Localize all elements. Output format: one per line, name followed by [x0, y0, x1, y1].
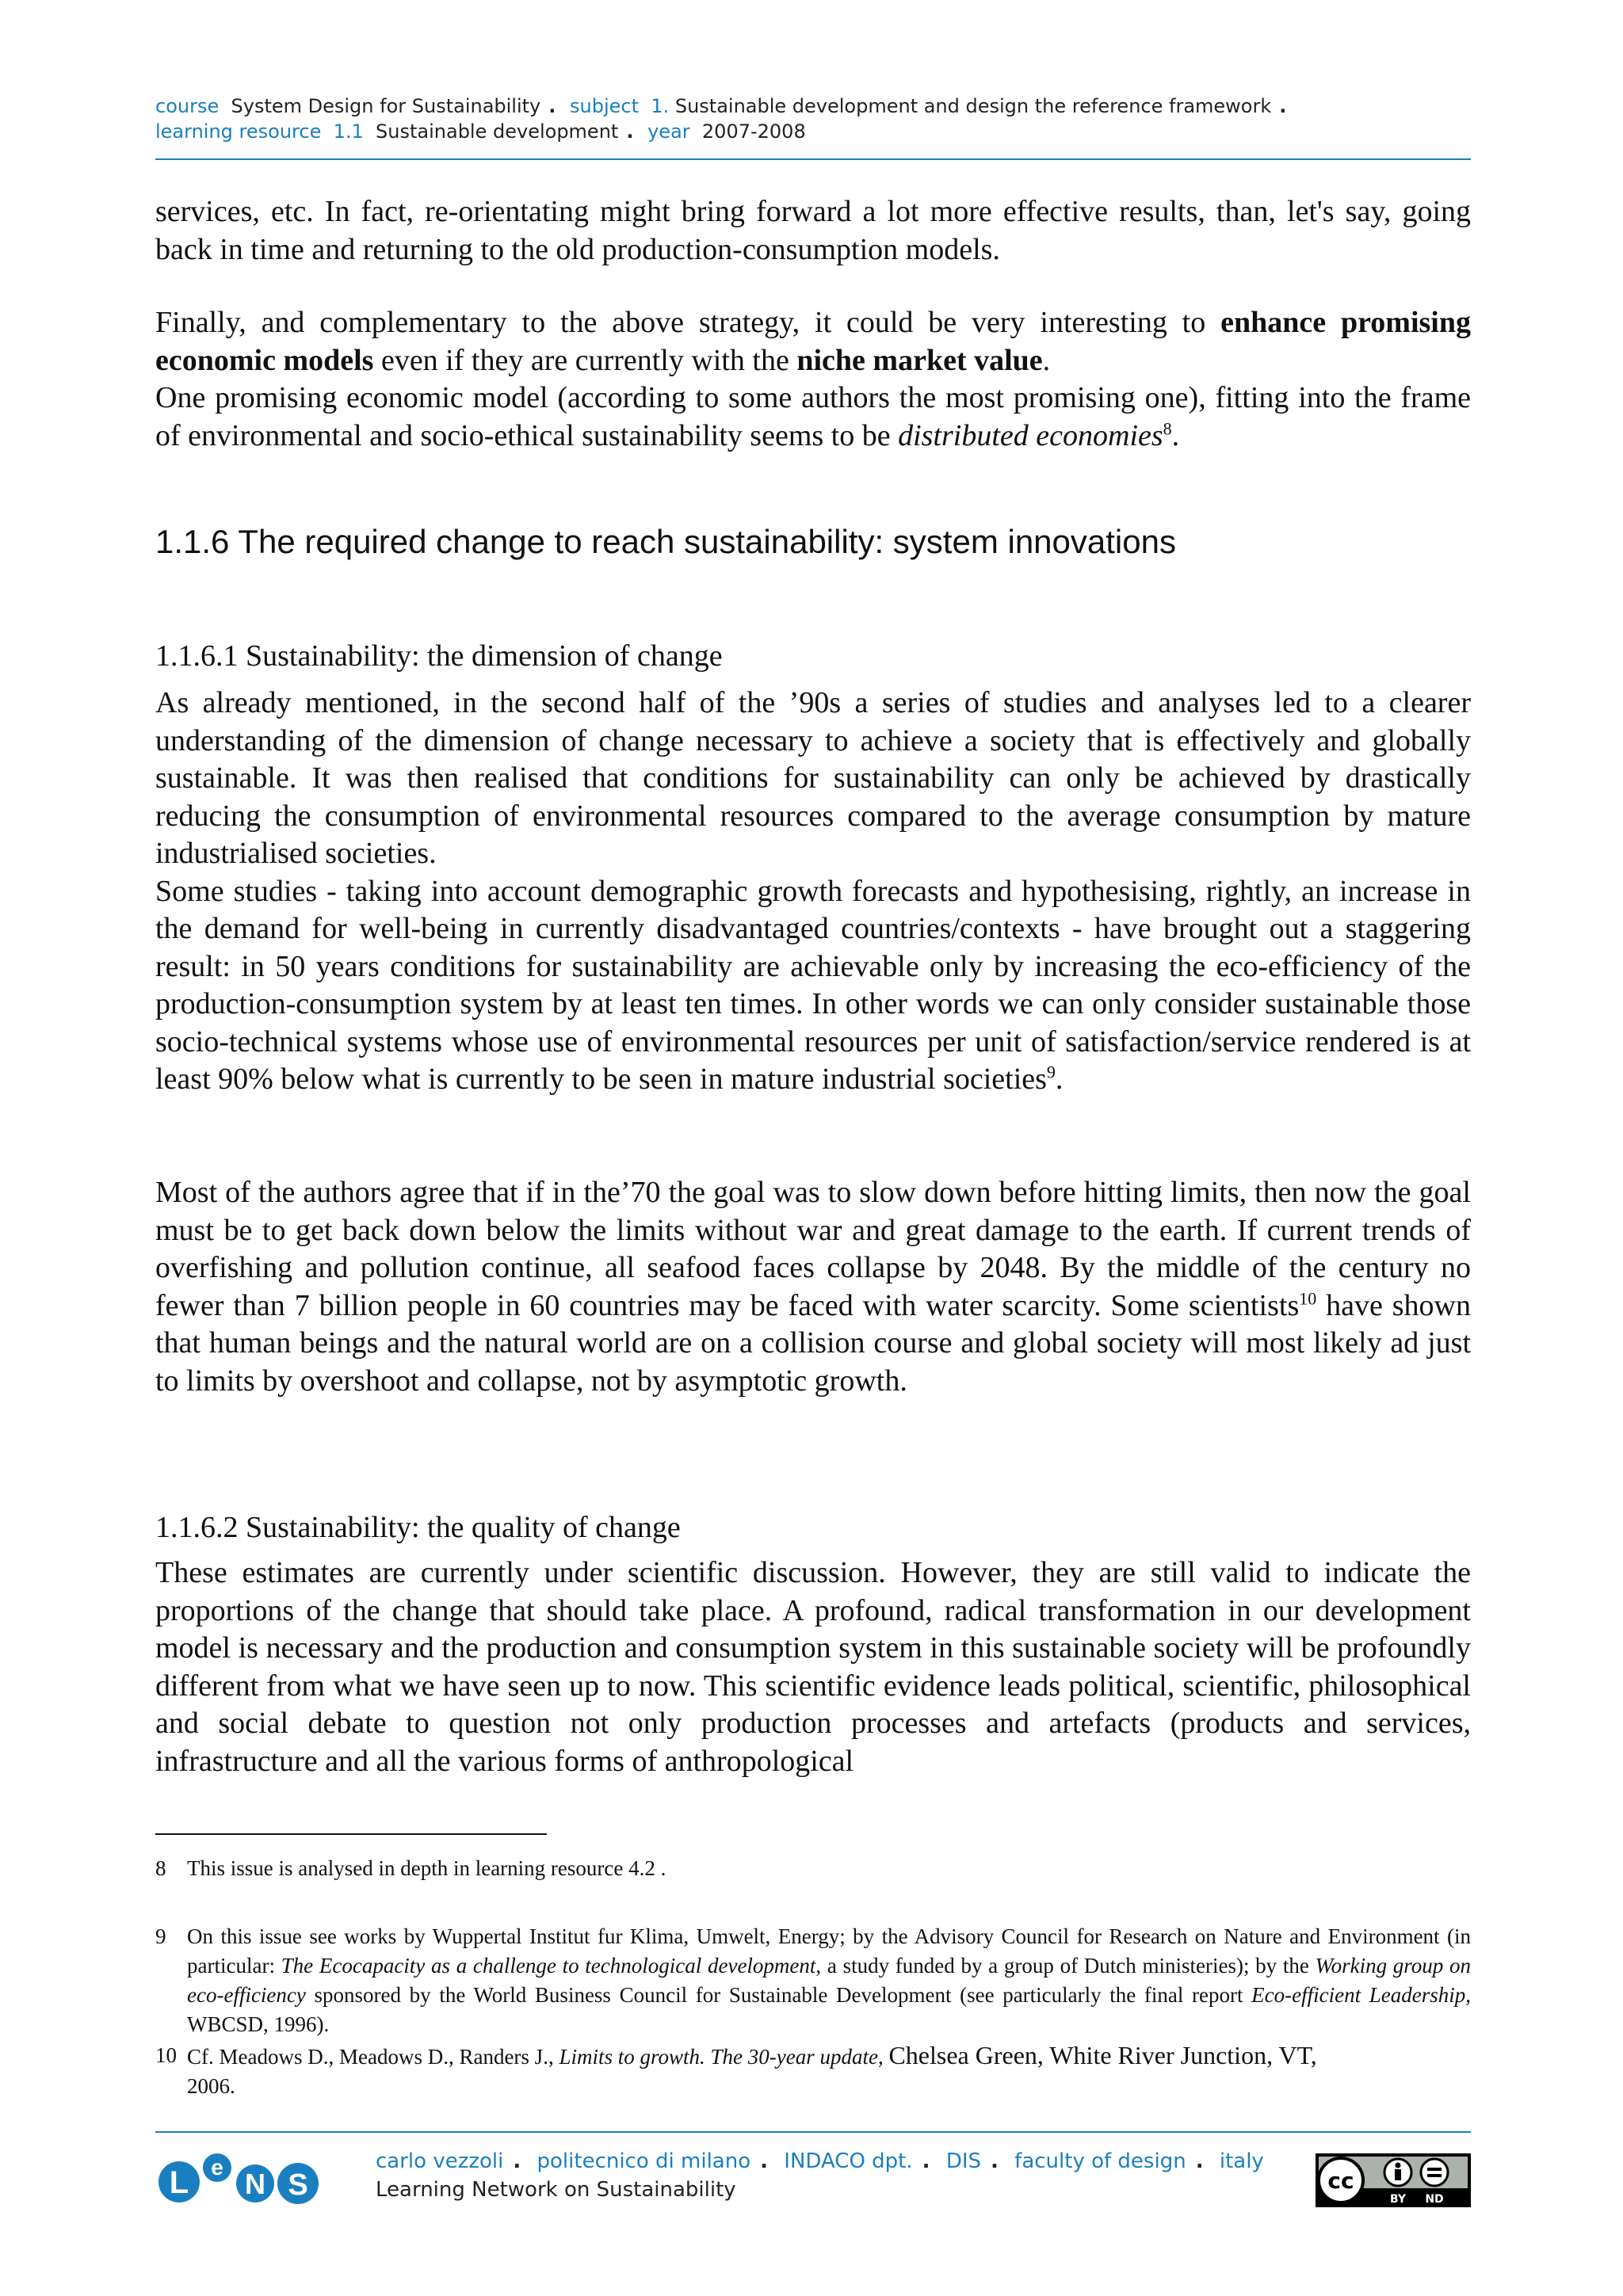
course-label: course: [155, 95, 220, 117]
footer-author: carlo vezzoli: [376, 2149, 504, 2173]
paragraph-1: services, etc. In fact, re-orientating might bring forward a lot more effective results, than, let's say, going back in time and returning to the old production-consumption models.: [155, 195, 1471, 266]
creative-commons-badge: [1316, 2153, 1471, 2207]
section-heading-1-1-6: 1.1.6 The required change to reach sustainability: system innovations: [155, 523, 1176, 560]
footer-department: INDACO dpt.: [784, 2149, 913, 2173]
paragraph-3: One promising economic model (according to some authors the most promising one), fitting into the frame of environmental and socio-ethical sustainability seems to be distributed economies$^8$.: [155, 381, 1471, 452]
footnote-ref-10[interactable]: 10: [1299, 1287, 1317, 1308]
footer-dis: DIS: [945, 2149, 982, 2173]
resource-label: learning resource: [155, 120, 322, 143]
footer-country: italy: [1219, 2149, 1264, 2173]
header-line-1: course System Design for Sustainability . subject 1. Sustainable development and design the reference framework .: [155, 95, 1287, 117]
header-line-2: learning resource 1.1 Sustainable development . year 2007-2008: [155, 120, 806, 143]
svg-text:cc: cc: [1327, 2168, 1354, 2194]
svg-text:BY: BY: [1389, 2193, 1407, 2206]
svg-text:e: e: [211, 2155, 223, 2180]
year-label: year: [647, 120, 690, 143]
footnote-8: 8 This issue is analysed in depth in learning resource 4.2 .: [155, 1856, 666, 1880]
footnote-rule: [155, 1833, 547, 1835]
subject-label: subject: [570, 95, 640, 117]
footnote-ref-9[interactable]: 9: [1046, 1062, 1056, 1082]
svg-text:S: S: [288, 2168, 308, 2202]
paragraph-7: These estimates are currently under scientific discussion. However, they are still valid to indicate the proportions of the change that should take place. A profound, radical transformation in our development model is necessary and the production and consumption system in this sustainable society will be profoundly different from what we have seen up to now. This scientific evidence leads political, scientific, philosophical and social debate to question not only production processes and artefacts (products and services, infrastructure and all the various forms of anthropological: [155, 1556, 1471, 1778]
paragraph-5: Some studies - taking into account demographic growth forecasts and hypothesising, rightly, an increase in the demand for well-being in currently disadvantaged countries/contexts - have brought out a staggering result: in 50 years conditions for sustainability are achievable only by increasing the eco-efficiency of the production-consumption system by at least ten times. In other words we can only consider sustainable those socio-technical systems whose use of environmental resources per unit of satisfaction/service rendered is at least 90% below what is currently to be seen in mature industrial societies$^9$.: [155, 874, 1471, 1096]
resource-title: Sustainable development: [376, 120, 619, 143]
subsection-heading-1-1-6-1: 1.1.6.1 Sustainability: the dimension of change: [155, 639, 723, 673]
subject-title: Sustainable development and design the reference framework: [674, 95, 1272, 117]
footer-university: politecnico di milano: [537, 2149, 751, 2173]
svg-text:ND: ND: [1425, 2193, 1444, 2206]
course-title: System Design for Sustainability: [231, 95, 541, 117]
emphasis-niche-market: niche market value: [796, 343, 1043, 377]
footnote-10: 10 Cf. Meadows D., Meadows D., Randers J., Limits to growth. The 30-year update, Chelsea Green, White River Junction, VT, 2006.: [155, 2041, 1317, 2098]
footer-credits: carlo vezzoli . politecnico di milano . INDACO dpt. . DIS . faculty of design . italy: [376, 2149, 1264, 2173]
lens-logo: [155, 2150, 328, 2206]
resource-number: 1.1: [333, 120, 364, 143]
emphasis-promising-models: enhance promising economic models: [155, 306, 1471, 377]
footnote-ref-8[interactable]: 8: [1163, 418, 1172, 438]
footer-faculty: faculty of design: [1014, 2149, 1186, 2173]
header-rule: [155, 158, 1471, 160]
svg-text:L: L: [169, 2165, 189, 2200]
svg-text:N: N: [245, 2168, 265, 2200]
subject-number: 1.: [651, 95, 670, 117]
paragraph-2: Finally, and complementary to the above strategy, it could be very interesting to enhance promising economic models even if they are currently with the niche market value. One promising economic model (according to some authors the most promising one), fitting into the frame of environmental and socio-ethical sustainability seems to be distributed economies$^8$.: [155, 304, 1471, 455]
distributed-economies-term: distributed economies: [898, 418, 1163, 452]
paragraph-4: As already mentioned, in the second half of the ’90s a series of studies and analyses led to a clearer understanding of the dimension of change necessary to achieve a society that is effectively and globally sustainable. It was then realised that conditions for sustainability can only be achieved by drastically reducing the consumption of environmental resources compared to the average consumption by mature industrialised societies. Some studies - taking into account demographic growth forecasts and hypothesising, rightly, an increase in the demand for well-being in currently disadvantaged countries/contexts - have brought out a staggering result: in 50 years conditions for sustainability are achievable only by increasing the eco-efficiency of the production-consumption system by at least ten times. In other words we can only consider sustainable those socio-technical systems whose use of environmental resources per unit of satisfaction/service rendered is at least 90% below what is currently to be seen in mature industrial societies$^9$.: [155, 685, 1471, 1099]
year-value: 2007-2008: [701, 120, 806, 143]
subsection-heading-1-1-6-2: 1.1.6.2 Sustainability: the quality of change: [155, 1511, 681, 1544]
footer-rule: [155, 2131, 1471, 2133]
footer-network-name: Learning Network on Sustainability: [376, 2178, 736, 2202]
footnote-9: 9 On this issue see works by Wuppertal Institut fur Klima, Umwelt, Energy; by the Advisory Council for Research on Nature and Environment (in particular: The Ecocapacity as a challenge to technological development, a study funded by a group of Dutch ministeries); by the Working group on eco-efficiency sponsored by the World Business Council for Sustainable Development (see particularly the final report Eco-efficient Leadership, WBCSD, 1996).: [155, 1924, 1471, 2036]
paragraph-6: Most of the authors agree that if in the’70 the goal was to slow down before hitting limits, then now the goal must be to get back down below the limits without war and great damage to the earth. If current trends of overfishing and pollution continue, all seafood faces collapse by 2048. By the middle of the century no fewer than 7 billion people in 60 countries may be faced with water scarcity. Some scientists$^{10}$ have shown that human beings and the natural world are on a collision course and global society will most likely ad just to limits by overshoot and collapse, not by asymptotic growth.: [155, 1176, 1471, 1398]
